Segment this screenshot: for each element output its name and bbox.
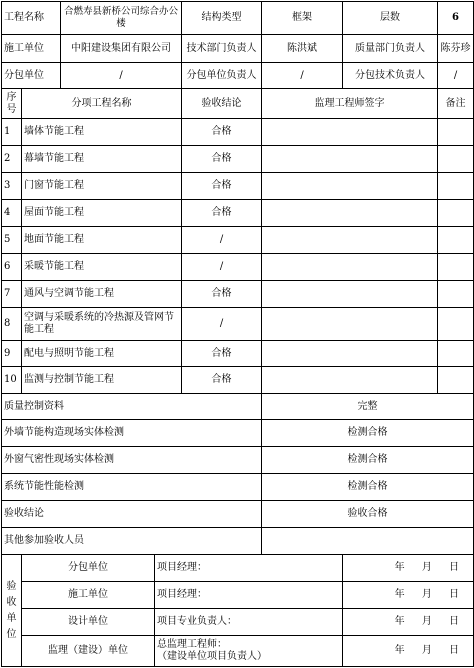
- table-row: [2, 146, 474, 173]
- row-item: 配电与照明节能工程: [22, 341, 182, 367]
- side-char: 验: [6, 580, 17, 592]
- row-result: 合格: [182, 200, 262, 227]
- unit-date[interactable]: 年 月 日: [343, 636, 474, 667]
- row-remark[interactable]: [438, 281, 474, 308]
- row-item: 监测与控制节能工程: [22, 367, 182, 394]
- row-remark[interactable]: [438, 367, 474, 394]
- header-row-constructor: [2, 35, 474, 63]
- summary-row: [2, 528, 474, 555]
- quality-head-value: 陈芬珍: [438, 35, 474, 63]
- row-result: 合格: [182, 341, 262, 367]
- row-supervisor[interactable]: [262, 308, 438, 341]
- summary-value: 检测合格: [262, 474, 474, 501]
- row-result: 合格: [182, 146, 262, 173]
- row-supervisor[interactable]: [262, 119, 438, 146]
- side-char: 收: [6, 596, 17, 608]
- row-no: 3: [2, 173, 22, 200]
- col-item-header: 分项工程名称: [22, 89, 182, 119]
- unit-date[interactable]: 年 月 日: [343, 555, 474, 582]
- col-no-header: [2, 89, 22, 119]
- row-supervisor[interactable]: [262, 173, 438, 200]
- row-item: 空调与采暖系统的冷热源及管网节能工程: [22, 308, 182, 341]
- acceptance-side-label: [2, 555, 22, 667]
- row-supervisor[interactable]: [262, 227, 438, 254]
- table-row: [2, 119, 474, 146]
- row-remark[interactable]: [438, 254, 474, 281]
- row-item: 幕墙节能工程: [22, 146, 182, 173]
- summary-row: [2, 501, 474, 528]
- floors-label: 层数: [343, 2, 438, 35]
- side-char: 单: [6, 612, 17, 624]
- row-result: 合格: [182, 119, 262, 146]
- table-row: [2, 281, 474, 308]
- table-row: [2, 227, 474, 254]
- tech-head-label: 技术部门负责人: [182, 35, 262, 63]
- summary-label: 外墙节能构造现场实体检测: [2, 420, 262, 447]
- structure-type-label: 结构类型: [182, 2, 262, 35]
- unit-name: 监理（建设）单位: [22, 636, 155, 667]
- summary-value: 验收合格: [262, 501, 474, 528]
- table-row: [2, 308, 474, 341]
- col-conclusion-header: 验收结论: [182, 89, 262, 119]
- unit-role[interactable]: 项目专业负责人：: [155, 609, 343, 636]
- column-header-row: [2, 89, 474, 119]
- unit-name: 施工单位: [22, 582, 155, 609]
- unit-date[interactable]: 年 月 日: [343, 609, 474, 636]
- row-no: 10: [2, 367, 22, 394]
- row-item: 墙体节能工程: [22, 119, 182, 146]
- summary-row: [2, 394, 474, 420]
- row-no: 9: [2, 341, 22, 367]
- row-no: 5: [2, 227, 22, 254]
- summary-label: 验收结论: [2, 501, 262, 528]
- quality-head-label: 质量部门负责人: [343, 35, 438, 63]
- acceptance-row: [2, 609, 474, 636]
- sub-head-value: /: [262, 63, 343, 89]
- table-row: [2, 200, 474, 227]
- row-supervisor[interactable]: [262, 367, 438, 394]
- row-no: 7: [2, 281, 22, 308]
- header-row-subcontractor: [2, 63, 474, 89]
- subcontractor-value: /: [61, 63, 182, 89]
- col-supervisor-header: 监理工程师签字: [262, 89, 438, 119]
- row-result: 合格: [182, 281, 262, 308]
- sub-head-label: 分包单位负责人: [182, 63, 262, 89]
- unit-role-block[interactable]: [155, 636, 343, 667]
- col-no-line1: 序: [6, 91, 17, 103]
- row-item: 通风与空调节能工程: [22, 281, 182, 308]
- unit-role[interactable]: 项目经理：: [155, 582, 343, 609]
- row-supervisor[interactable]: [262, 200, 438, 227]
- unit-date[interactable]: 年 月 日: [343, 582, 474, 609]
- floors-value: 6: [438, 2, 474, 35]
- row-no: 2: [2, 146, 22, 173]
- summary-value[interactable]: [262, 528, 474, 555]
- row-item: 门窗节能工程: [22, 173, 182, 200]
- row-result: 合格: [182, 173, 262, 200]
- row-no: 6: [2, 254, 22, 281]
- row-result: /: [182, 227, 262, 254]
- row-remark[interactable]: [438, 341, 474, 367]
- row-supervisor[interactable]: [262, 254, 438, 281]
- row-supervisor[interactable]: [262, 281, 438, 308]
- unit-role: 总监理工程师：: [157, 639, 227, 650]
- row-result: /: [182, 254, 262, 281]
- unit-role[interactable]: 项目经理：: [155, 555, 343, 582]
- table-row: [2, 367, 474, 394]
- row-supervisor[interactable]: [262, 341, 438, 367]
- row-item: 采暖节能工程: [22, 254, 182, 281]
- summary-row: [2, 474, 474, 501]
- project-name-value: 合燃寿县新桥公司综合办公楼: [61, 2, 182, 35]
- row-remark[interactable]: [438, 200, 474, 227]
- row-result: /: [182, 308, 262, 341]
- unit-role-alt: （建设单位项目负责人）: [157, 651, 267, 662]
- unit-name: 分包单位: [22, 555, 155, 582]
- summary-row: [2, 447, 474, 474]
- constructor-label: 施工单位: [2, 35, 61, 63]
- table-row: [2, 341, 474, 367]
- sub-tech-head-label: 分包技术负责人: [343, 63, 438, 89]
- acceptance-form-table: [1, 1, 474, 667]
- row-item: 地面节能工程: [22, 227, 182, 254]
- constructor-value: 中阳建设集团有限公司: [61, 35, 182, 63]
- sub-tech-head-value: /: [438, 63, 474, 89]
- row-item: 屋面节能工程: [22, 200, 182, 227]
- acceptance-row: [2, 636, 474, 667]
- row-no: 8: [2, 308, 22, 341]
- side-char: 位: [6, 628, 17, 640]
- subcontractor-label: 分包单位: [2, 63, 61, 89]
- row-no: 1: [2, 119, 22, 146]
- row-no: 4: [2, 200, 22, 227]
- summary-value: 完整: [262, 394, 474, 420]
- summary-value: 检测合格: [262, 420, 474, 447]
- row-supervisor[interactable]: [262, 146, 438, 173]
- row-remark[interactable]: [438, 119, 474, 146]
- summary-label: 外窗气密性现场实体检测: [2, 447, 262, 474]
- row-remark[interactable]: [438, 173, 474, 200]
- summary-label: 其他参加验收人员: [2, 528, 262, 555]
- row-remark[interactable]: [438, 227, 474, 254]
- table-row: [2, 254, 474, 281]
- row-remark[interactable]: [438, 146, 474, 173]
- header-row-project: [2, 2, 474, 35]
- row-remark[interactable]: [438, 308, 474, 341]
- summary-row: [2, 420, 474, 447]
- structure-type-value: 框架: [262, 2, 343, 35]
- summary-label: 质量控制资料: [2, 394, 262, 420]
- col-remark-header: 备注: [438, 89, 474, 119]
- col-no-line2: 号: [6, 103, 17, 115]
- row-result: 合格: [182, 367, 262, 394]
- summary-label: 系统节能性能检测: [2, 474, 262, 501]
- acceptance-row: [2, 582, 474, 609]
- table-row: [2, 173, 474, 200]
- unit-name: 设计单位: [22, 609, 155, 636]
- project-name-label: 工程名称: [2, 2, 61, 35]
- summary-value: 检测合格: [262, 447, 474, 474]
- tech-head-value: 陈洪斌: [262, 35, 343, 63]
- acceptance-row: [2, 555, 474, 582]
